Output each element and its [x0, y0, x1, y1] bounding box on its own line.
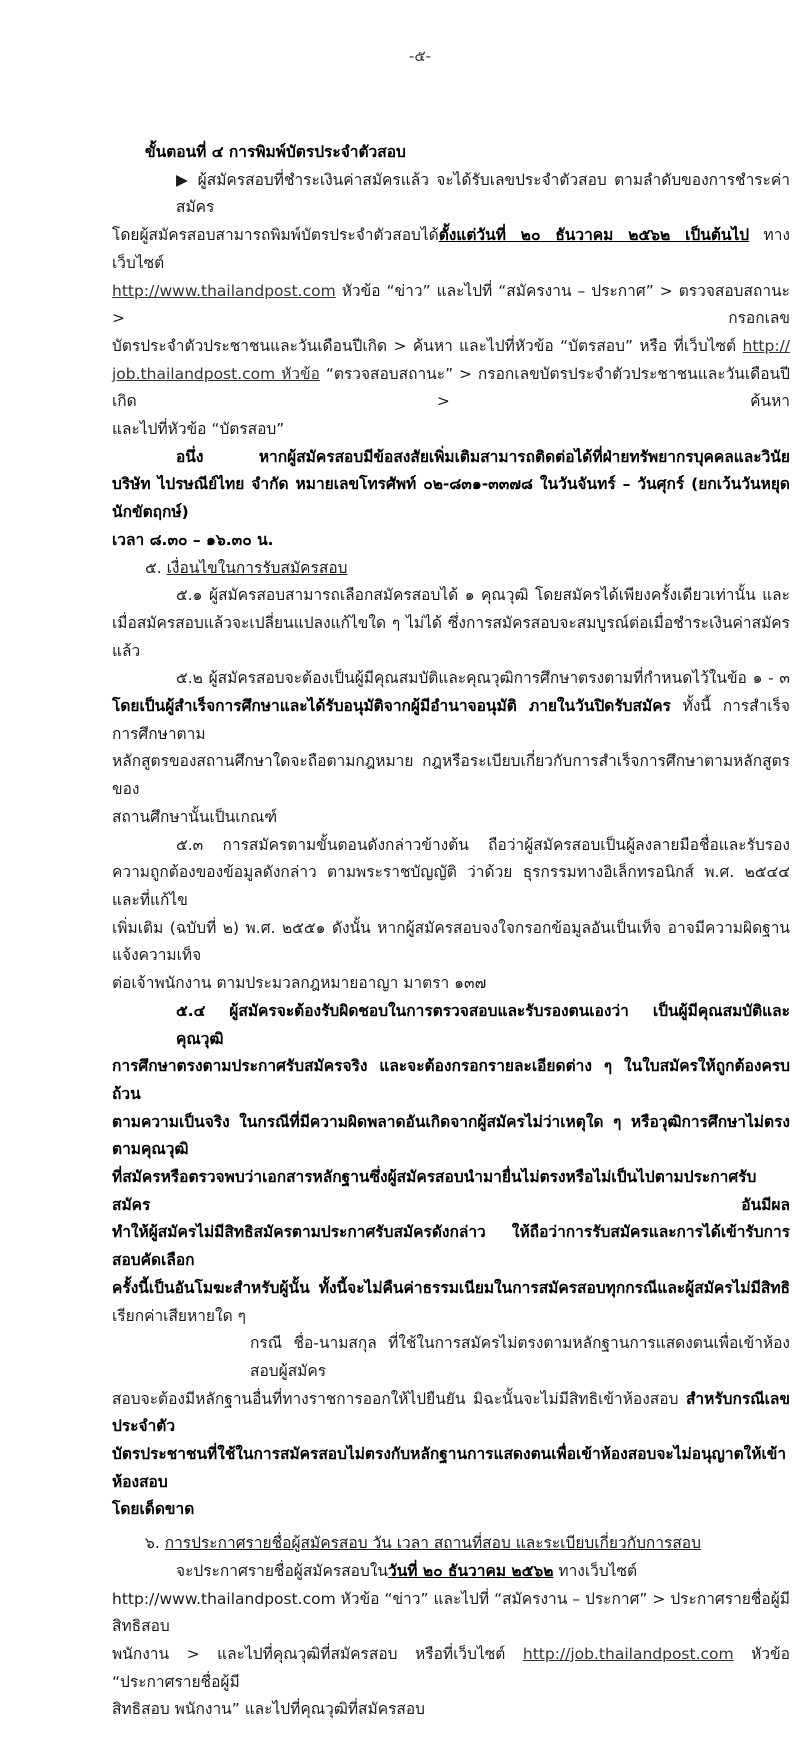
- text-segment: สอบจะต้องมีหลักฐานอื่นที่ทางราชการออกให้ไปยืนยัน มิฉะนั้นจะไม่มีสิทธิเข้าห้องสอบ: [112, 1389, 686, 1408]
- text-segment: เรียกค่าเสียหายใด ๆ: [112, 1306, 246, 1325]
- text-line: [112, 1696, 790, 1724]
- section-heading: [112, 555, 790, 583]
- text-segment: เวลา ๘.๓๐ – ๑๖.๓๐ น.: [112, 530, 274, 549]
- paragraph: [112, 832, 790, 998]
- text-line: [112, 1303, 790, 1331]
- text-segment: สถานศึกษานั้นเป็นเกณฑ์: [112, 807, 278, 826]
- text-segment: บัตรประจำตัวประชาชนและวันเดือนปีเกิด > ค้นหา และไปที่หัวข้อ “บัตรสอบ” หรือ ที่เว็บไซต์: [112, 336, 743, 355]
- text-segment: การศึกษาตรงตามประกาศรับสมัครจริง และจะต้องกรอกรายละเอียดต่าง ๆ ในใบสมัครให้ถูกต้องครบถ้วน: [112, 1057, 790, 1103]
- text-segment: อนึ่ง หากผู้สมัครสอบมีข้อสงสัยเพิ่มเติมสามารถติดต่อได้ที่ฝ่ายทรัพยากรบุคคลและวินัย: [176, 447, 790, 466]
- text-segment: การประกาศรายชื่อผู้สมัครสอบ วัน เวลา สถานที่สอบ และระเบียบเกี่ยวกับการสอบ: [164, 1534, 701, 1553]
- text-segment: โดยเด็ดขาด: [112, 1500, 195, 1519]
- text-segment: ที่สมัครหรือตรวจพบว่าเอกสารหลักฐานซึ่งผู้สมัครสอบนำมายื่นไม่ตรงหรือไม่เป็นไปตามประกาศรับสมัคร อันมีผล: [112, 1168, 790, 1214]
- text-line: [112, 444, 790, 472]
- text-line: [112, 555, 790, 583]
- text-line: [112, 970, 790, 998]
- text-line: [112, 1330, 790, 1385]
- text-line: [112, 1386, 790, 1441]
- paragraph: [112, 998, 790, 1330]
- text-segment: และไปที่หัวข้อ “บัตรสอบ”: [112, 420, 285, 439]
- text-line: [112, 527, 790, 555]
- paragraph: [112, 444, 790, 555]
- text-segment: เพิ่มเติม (ฉบับที่ ๒) พ.ศ. ๒๕๕๑ ดังนั้น หากผู้สมัครสอบจงใจกรอกข้อมูลอันเป็นเท็จ อาจมีความผิดฐานแจ้งความเท็จ: [112, 918, 790, 965]
- text-line: [112, 222, 790, 277]
- text-line: [112, 278, 790, 333]
- text-line: [112, 693, 790, 748]
- paragraph: [112, 1330, 790, 1524]
- text-line: [112, 333, 790, 361]
- page-number: -๕-: [408, 47, 432, 65]
- text-segment: เมื่อสมัครสอบแล้วจะเปลี่ยนแปลงแก้ไขใด ๆ ไม่ได้ ซึ่งการสมัครสอบจะสมบูรณ์ต่อเมื่อชำระเงินค่าสมัครแล้ว: [112, 613, 790, 660]
- paragraph: [112, 582, 790, 665]
- text-segment: ความถูกต้องของข้อมูลดังกล่าว ตามพระราชบัญญัติ ว่าด้วย ธุรกรรมทางอิเล็กทรอนิกส์ พ.ศ. ๒๕๔๔ และที่แก้ไข: [112, 863, 790, 909]
- text-line: [112, 915, 790, 970]
- document-body: [112, 0, 790, 1764]
- text-segment: ▶ ผู้สมัครสอบที่ชำระเงินค่าสมัครแล้ว จะได้รับเลขประจำตัวสอบ ตามลำดับของการชำระค่าสมัคร: [176, 170, 790, 217]
- text-segment: จะประกาศรายชื่อผู้สมัครสอบใน: [176, 1561, 388, 1580]
- section-heading: [112, 1530, 790, 1558]
- website-link[interactable]: http://job.thailandpost.com: [522, 1644, 734, 1663]
- text-line: [112, 1109, 790, 1164]
- text-line: [112, 859, 790, 914]
- text-line: [112, 1275, 790, 1303]
- text-segment: ต่อเจ้าพนักงาน ตามประมวลกฎหมายอาญา มาตรา ๑๓๗: [112, 974, 487, 993]
- text-segment: บริษัท ไปรษณีย์ไทย จำกัด หมายเลขโทรศัพท์ ๐๒-๘๓๑-๓๓๗๘ ในวันจันทร์ – วันศุกร์ (ยกเว้นวันหยุดนักขัตฤกษ์): [112, 475, 790, 522]
- text-segment: กรณี ชื่อ-นามสกุล ที่ใช้ในการสมัครไม่ตรงตามหลักฐานการแสดงตนเพื่อเข้าห้องสอบผู้สมัคร: [250, 1334, 790, 1380]
- text-segment: ๕.๒ ผู้สมัครสอบจะต้องเป็นผู้มีคุณสมบัติและคุณวุฒิการศึกษาตรงตามที่กำหนดไว้ในข้อ ๑ - ๓: [176, 669, 790, 688]
- text-segment: http://www.thailandpost.com หัวข้อ “ข่าว” และไปที่ “สมัครงาน – ประกาศ” > ประกาศรายชื่อผู้มีสิทธิสอบ: [112, 1589, 790, 1636]
- text-line: [112, 1219, 790, 1274]
- text-line: [112, 361, 790, 416]
- step-heading: [112, 139, 790, 167]
- text-line: [112, 832, 790, 860]
- text-segment: สิทธิสอบ พนักงาน” และไปที่คุณวุฒิที่สมัครสอบ: [112, 1700, 426, 1719]
- text-segment: ๕.๑ ผู้สมัครสอบสามารถเลือกสมัครสอบได้ ๑ คุณวุฒิ โดยสมัครได้เพียงครั้งเดียวเท่านั้น และ: [176, 586, 790, 605]
- text-segment: ตั้งแต่วันที่ ๒๐ ธันวาคม ๒๕๖๒ เป็นต้นไป: [438, 226, 750, 245]
- text-line: [112, 804, 790, 832]
- text-line: [112, 139, 790, 167]
- text-line: [112, 748, 790, 803]
- text-line: [112, 1586, 790, 1641]
- text-segment: ๕.: [145, 558, 167, 577]
- text-segment: สำหรับกรณีเลขประจำตัว: [112, 1389, 790, 1436]
- text-line: [112, 582, 790, 610]
- paragraph: [112, 1586, 790, 1725]
- text-segment: ทั้งนี้ การสำเร็จการศึกษาตาม: [112, 697, 790, 743]
- text-segment: ทำให้ผู้สมัครไม่มีสิทธิสมัครตามประกาศรับสมัครดังกล่าว ให้ถือว่าการรับสมัครและการได้เข้ารับการสอบคัดเลือก: [112, 1223, 790, 1270]
- text-segment: ทางเว็บไซต์: [553, 1561, 638, 1580]
- text-line: [112, 471, 790, 526]
- text-segment: บัตรประชาชนที่ใช้ในการสมัครสอบไม่ตรงกับหลักฐานการแสดงตนเพื่อเข้าห้องสอบจะไม่อนุญาตให้เข้าห้องสอบ: [112, 1445, 787, 1491]
- text-line: [112, 1641, 790, 1696]
- text-segment: ๕.๔ ผู้สมัครจะต้องรับผิดชอบในการตรวจสอบและรับรองตนเองว่า เป็นผู้มีคุณสมบัติและคุณวุฒิ: [176, 1001, 790, 1048]
- text-segment: โดยเป็นผู้สำเร็จการศึกษาและได้รับอนุมัติจากผู้มีอำนาจอนุมัติ ภายในวันปิดรับสมัคร: [112, 697, 671, 716]
- text-line: [112, 1053, 790, 1108]
- text-segment: โดยผู้สมัครสอบสามารถพิมพ์บัตรประจำตัวสอบได้: [112, 226, 439, 245]
- text-line: [112, 167, 790, 222]
- text-segment: ๕.๓ การสมัครตามขั้นตอนดังกล่าวข้างต้น ถือว่าผู้สมัครสอบเป็นผู้ลงลายมือชื่อและรับรอง: [176, 835, 790, 854]
- text-line: [112, 1164, 790, 1219]
- text-segment: ทางเว็บไซต์: [112, 226, 790, 272]
- text-segment: หัวข้อ “ประกาศรายชื่อผู้มี: [112, 1644, 790, 1691]
- text-segment: หลักสูตรของสถานศึกษาใดจะถือตามกฎหมาย กฎหรือระเบียบเกี่ยวกับการสำเร็จการศึกษาตามหลักสูตรของ: [112, 752, 790, 799]
- text-line: [112, 998, 790, 1053]
- text-line: [112, 1558, 790, 1586]
- text-segment: เงื่อนไขในการรับสมัครสอบ: [166, 558, 348, 577]
- text-segment: หัวข้อ “ข่าว” และไปที่ “สมัครงาน – ประกาศ” > ตรวจสอบสถานะ > กรอกเลข: [112, 281, 790, 328]
- paragraph: [112, 167, 790, 444]
- paragraph: [112, 1558, 790, 1586]
- text-line: [112, 610, 790, 665]
- text-line: [112, 1496, 790, 1524]
- paragraph: [112, 665, 790, 831]
- website-link[interactable]: http://www.thailandpost.com: [112, 281, 336, 300]
- text-segment: วันที่ ๒๐ ธันวาคม ๒๕๖๒: [388, 1561, 554, 1580]
- text-segment: ๖.: [145, 1534, 165, 1553]
- text-segment: พนักงาน > และไปที่คุณวุฒิที่สมัครสอบ หรือที่เว็บไซต์: [112, 1644, 523, 1663]
- text-line: [112, 1441, 790, 1496]
- text-line: [112, 665, 790, 693]
- text-segment: ขั้นตอนที่ ๔ การพิมพ์บัตรประจำตัวสอบ: [145, 143, 406, 161]
- website-link[interactable]: http://: [742, 336, 790, 355]
- text-segment: ครั้งนี้เป็นอันโมฆะสำหรับผู้นั้น ทั้งนี้จะไม่คืนค่าธรรมเนียมในการสมัครสอบทุกกรณีและผู้สมัครไม่มีสิทธิ: [112, 1278, 790, 1297]
- text-segment: “ตรวจสอบสถานะ” > กรอกเลขบัตรประจำตัวประชาชนและวันเดือนปีเกิด > ค้นหา: [112, 364, 790, 411]
- website-link[interactable]: job.thailandpost.com หัวข้อ: [112, 364, 320, 383]
- text-line: [112, 416, 790, 444]
- text-line: [112, 1530, 790, 1558]
- text-segment: ตามความเป็นจริง ในกรณีที่มีความผิดพลาดอันเกิดจากผู้สมัครไม่ว่าเหตุใด ๆ หรือวุฒิการศึกษาไม่ตรงตามคุณวุฒิ: [112, 1112, 790, 1159]
